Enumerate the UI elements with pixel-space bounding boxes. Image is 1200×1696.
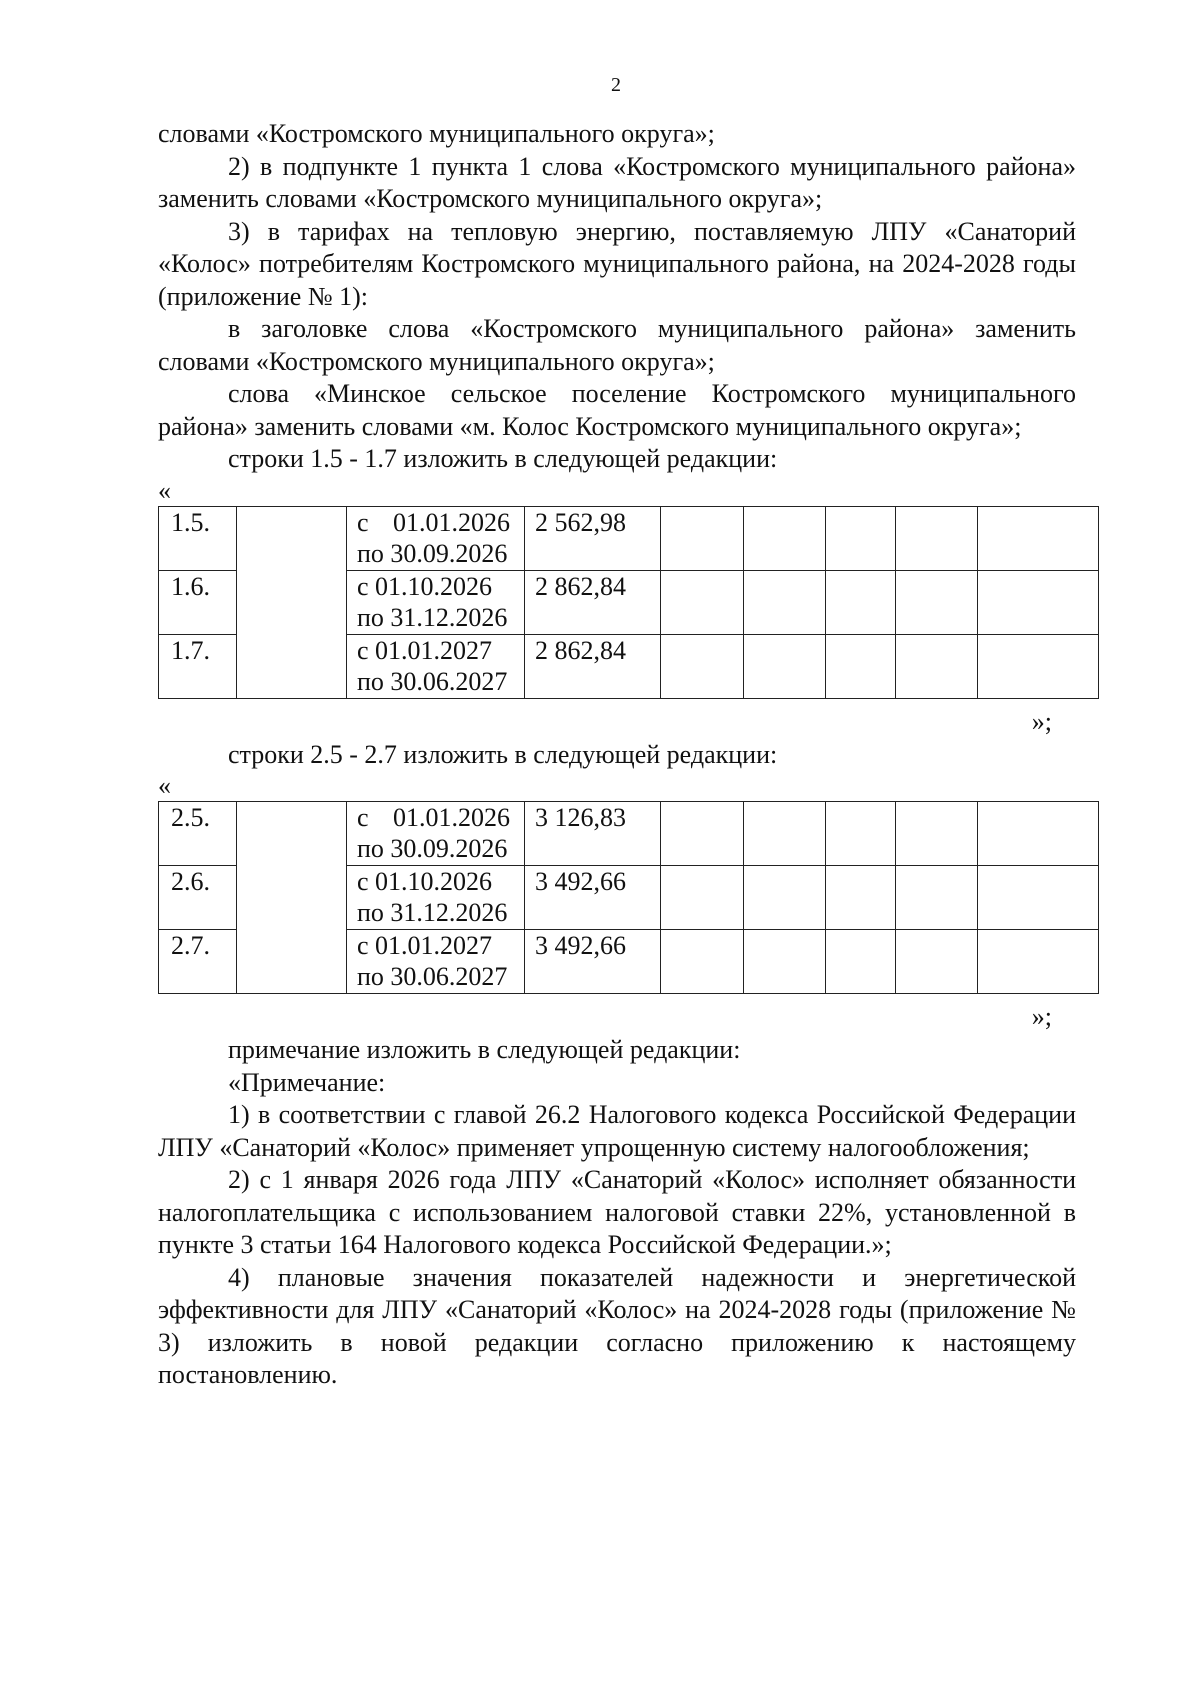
date-from: с 01.01.2026 [357,507,511,537]
empty-cell [661,930,744,994]
period-cell [347,802,525,866]
tariff-value: 3 126,83 [525,802,661,866]
row-number: 1.7. [159,634,237,698]
date-to: по 30.09.2026 [357,834,508,863]
empty-cell [826,634,896,698]
empty-cell [744,506,826,570]
table-row [159,506,1099,570]
date-from: с 01.01.2027 [357,931,493,960]
empty-cell [826,866,896,930]
period-cell [347,930,525,994]
tariff-table-1 [158,506,1099,699]
merged-cell [237,506,347,698]
paragraph: слова «Минское сельское поселение Костромского муниципального района» заменить словами «м. Колос Костромского муниципального округа»; [158,379,1076,441]
empty-cell [826,506,896,570]
paragraph: 2) в подпункте 1 пункта 1 слова «Костромского муниципального района» заменить словами «Костромского муниципального округа»; [158,151,1076,213]
empty-cell [896,506,978,570]
page-number: 2 [611,74,621,96]
date-from: с 01.01.2027 [357,635,493,665]
date-to: по 31.12.2026 [357,898,508,927]
empty-cell [661,866,744,930]
empty-cell [978,930,1099,994]
paragraph: примечание изложить в следующей редакции: [228,1035,741,1064]
paragraph: 3) в тарифах на тепловую энергию, поставляемую ЛПУ «Санаторий «Колос» потребителям Костромского муниципального района, на 2024-2028 годы (приложение № 1): [158,216,1076,311]
empty-cell [661,634,744,698]
paragraph: 1) в соответствии с главой 26.2 Налогового кодекса Российской Федерации ЛПУ «Санаторий «Колос» применяет упрощенную систему налогообложения; [158,1100,1076,1162]
empty-cell [744,866,826,930]
document-body [158,118,1076,1392]
row-number: 2.7. [159,930,237,994]
date-from: с 01.10.2026 [357,867,493,896]
empty-cell [744,930,826,994]
empty-cell [896,930,978,994]
tariff-value: 3 492,66 [525,866,661,930]
tariff-value: 2 862,84 [525,634,661,698]
paragraph: 4) плановые значения показателей надежности и энергетической эффективности для ЛПУ «Санаторий «Колос» на 2024-2028 годы (приложение № 3) изложить в новой редакции согласно приложению к настоящему постановлению. [158,1262,1076,1389]
quote-close: »; [1031,706,1052,736]
row-number: 1.5. [159,506,237,570]
paragraph: в заголовке слова «Костромского муниципального района» заменить словами «Костромского муниципального округа»; [158,314,1076,376]
merged-cell [237,802,347,994]
paragraph: 2) с 1 января 2026 года ЛПУ «Санаторий «Колос» исполняет обязанности налогоплательщика с использованием налоговой ставки 22%, установленной в пункте 3 статьи 164 Налогового кодекса Российской Федерации.»; [158,1165,1076,1259]
paragraph: словами «Костромского муниципального округа»; [158,119,715,148]
empty-cell [978,866,1099,930]
paragraph: строки 1.5 - 1.7 изложить в следующей редакции: [228,444,778,473]
tariff-value: 2 862,84 [525,570,661,634]
empty-cell [896,570,978,634]
date-to: по 30.06.2027 [357,666,508,696]
empty-cell [826,930,896,994]
empty-cell [896,634,978,698]
empty-cell [896,802,978,866]
period-cell [347,506,525,570]
empty-cell [978,634,1099,698]
empty-cell [744,802,826,866]
tariff-value: 2 562,98 [525,506,661,570]
empty-cell [978,570,1099,634]
period-cell [347,866,525,930]
quote-open: « [158,475,171,505]
date-from: с 01.10.2026 [357,571,493,601]
tariff-table-2 [158,801,1099,994]
empty-cell [744,570,826,634]
quote-open: « [158,771,171,800]
quote-close: »; [1031,1002,1052,1031]
date-from: с 01.01.2026 [357,803,511,832]
paragraph: строки 2.5 - 2.7 изложить в следующей редакции: [228,739,778,769]
period-cell [347,570,525,634]
empty-cell [978,506,1099,570]
empty-cell [826,570,896,634]
empty-cell [978,802,1099,866]
date-to: по 30.06.2027 [357,962,508,991]
row-number: 2.6. [159,866,237,930]
empty-cell [744,634,826,698]
paragraph: «Примечание: [228,1067,386,1097]
row-number: 1.6. [159,570,237,634]
table-row [159,802,1099,866]
period-cell [347,634,525,698]
empty-cell [661,802,744,866]
empty-cell [826,802,896,866]
date-to: по 31.12.2026 [357,602,508,632]
row-number: 2.5. [159,802,237,866]
empty-cell [661,570,744,634]
tariff-value: 3 492,66 [525,930,661,994]
empty-cell [661,506,744,570]
date-to: по 30.09.2026 [357,538,508,568]
empty-cell [896,866,978,930]
